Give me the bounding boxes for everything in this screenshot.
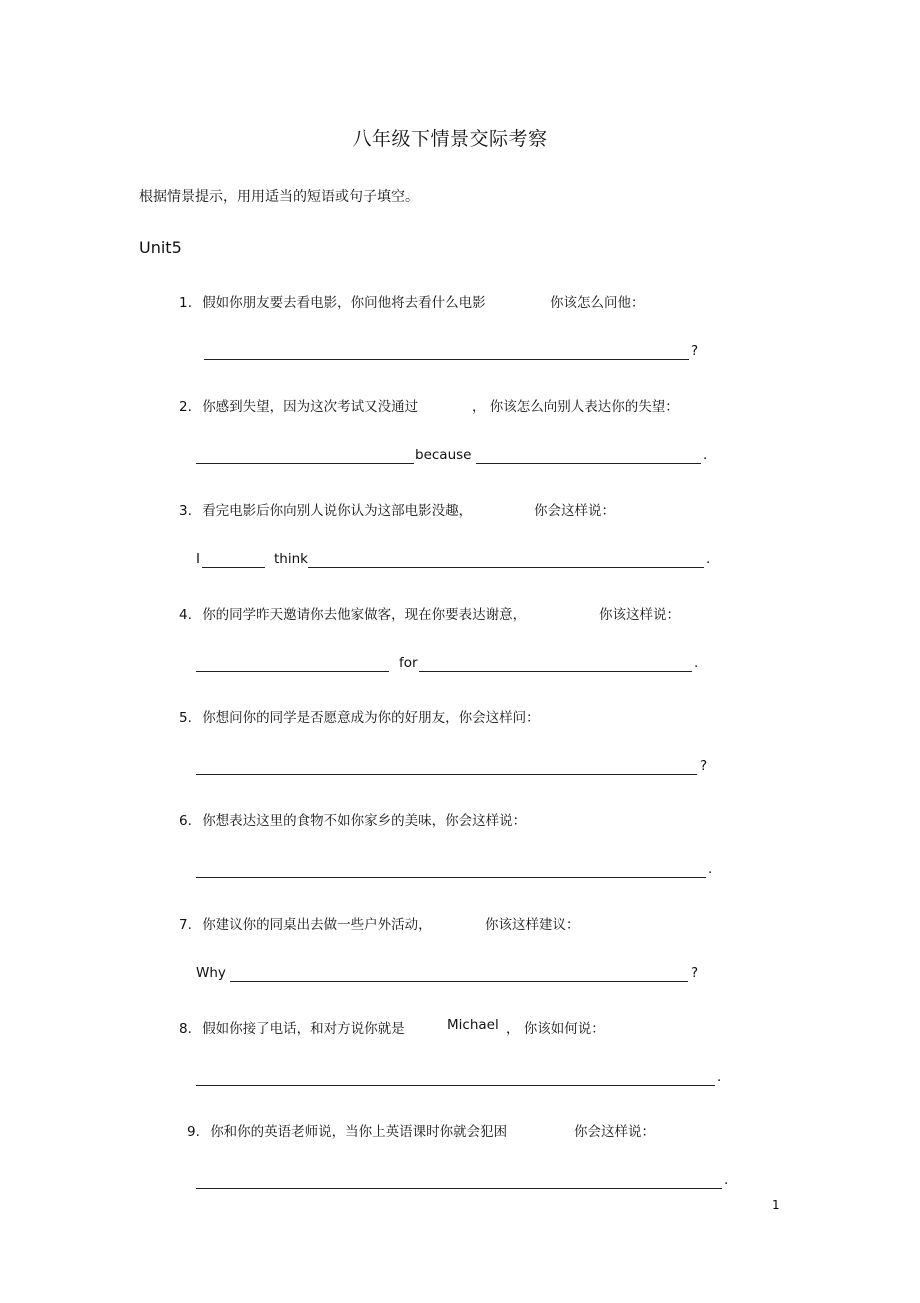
answer-end-mark: .	[717, 1069, 722, 1085]
question-9	[187, 1120, 507, 1140]
answer-blank[interactable]	[308, 567, 704, 568]
question-prompt: ， 你该怎么向别人表达你的失望：	[472, 399, 679, 415]
answer-mid-word: for	[399, 655, 418, 671]
answer-blank[interactable]	[196, 877, 706, 878]
question-prompt: 你该这样建议：	[485, 917, 580, 933]
question-prompt: 你该怎么问他：	[550, 295, 645, 311]
answer-mid-word: because	[415, 447, 472, 463]
answer-6[interactable]	[196, 861, 721, 881]
answer-9[interactable]	[196, 1172, 731, 1192]
question-number: 4.	[179, 607, 192, 623]
answer-8[interactable]	[196, 1069, 726, 1089]
question-3	[179, 499, 472, 519]
answer-blank[interactable]	[196, 671, 389, 672]
answer-1[interactable]	[204, 343, 704, 363]
answer-blank[interactable]	[196, 463, 414, 464]
question-number: 5.	[179, 710, 192, 726]
question-2	[179, 395, 418, 415]
answer-4[interactable]	[196, 655, 716, 675]
answer-2[interactable]	[196, 447, 716, 467]
question-number: 2.	[179, 399, 192, 415]
question-number: 9.	[187, 1124, 200, 1140]
question-text: 你的同学昨天邀请你去他家做客，现在你要表达谢意，	[202, 607, 527, 623]
question-prompt: 你会这样说：	[534, 503, 615, 519]
question-text: 假如你朋友要去看电影，你问他将去看什么电影	[202, 295, 486, 311]
answer-3[interactable]	[196, 551, 716, 571]
question-number: 7.	[179, 917, 192, 933]
answer-blank[interactable]	[419, 671, 692, 672]
answer-end-mark: .	[724, 1172, 729, 1188]
question-text: 你想表达这里的食物不如你家乡的美味，你会这样说：	[202, 813, 527, 829]
answer-blank[interactable]	[202, 567, 265, 568]
answer-blank[interactable]	[196, 1085, 715, 1086]
question-5	[179, 706, 540, 726]
answer-end-mark: .	[703, 447, 708, 463]
question-1	[179, 291, 486, 311]
answer-end-mark: .	[706, 551, 711, 567]
answer-end-mark: ?	[691, 343, 699, 359]
answer-end-mark: .	[694, 655, 699, 671]
question-text: 假如你接了电话，和对方说你就是	[202, 1021, 405, 1037]
question-8	[179, 1017, 405, 1037]
answer-5[interactable]	[196, 758, 716, 778]
page-number: 1	[772, 1198, 780, 1212]
answer-blank[interactable]	[196, 1188, 722, 1189]
question-number: 3.	[179, 503, 192, 519]
answer-end-mark: ?	[700, 758, 708, 774]
answer-end-mark: .	[708, 861, 713, 877]
answer-end-mark: ?	[691, 965, 699, 981]
question-text: 你建议你的同桌出去做一些户外活动，	[202, 917, 432, 933]
question-text: 看完电影后你向别人说你认为这部电影没趣，	[202, 503, 473, 519]
question-prompt: ， 你该如何说：	[506, 1021, 605, 1037]
question-6	[179, 809, 526, 829]
answer-blank[interactable]	[196, 774, 697, 775]
answer-start-word: Why	[196, 965, 226, 981]
answer-blank[interactable]	[476, 463, 701, 464]
question-7	[179, 913, 432, 933]
question-name: Michael	[447, 1017, 499, 1033]
answer-blank[interactable]	[204, 359, 689, 360]
question-prompt: 你会这样说：	[574, 1124, 655, 1140]
instruction-text: 根据情景提示，用用适当的短语或句子填空。	[139, 189, 419, 205]
answer-blank[interactable]	[230, 981, 688, 982]
question-number: 6.	[179, 813, 192, 829]
question-text: 你感到失望，因为这次考试又没通过	[202, 399, 419, 415]
question-4	[179, 603, 526, 623]
question-text: 你想问你的同学是否愿意成为你的好朋友，你会这样问：	[202, 710, 540, 726]
question-number: 8.	[179, 1021, 192, 1037]
answer-7[interactable]	[196, 965, 716, 985]
question-prompt: 你该这样说：	[599, 607, 680, 623]
page-title: 八年级下情景交际考察	[352, 128, 548, 150]
question-number: 1.	[179, 295, 192, 311]
answer-mid-word: think	[274, 551, 308, 567]
question-text: 你和你的英语老师说，当你上英语课时你就会犯困	[210, 1124, 508, 1140]
answer-start-word: I	[196, 551, 200, 567]
unit-heading: Unit5	[139, 238, 182, 257]
